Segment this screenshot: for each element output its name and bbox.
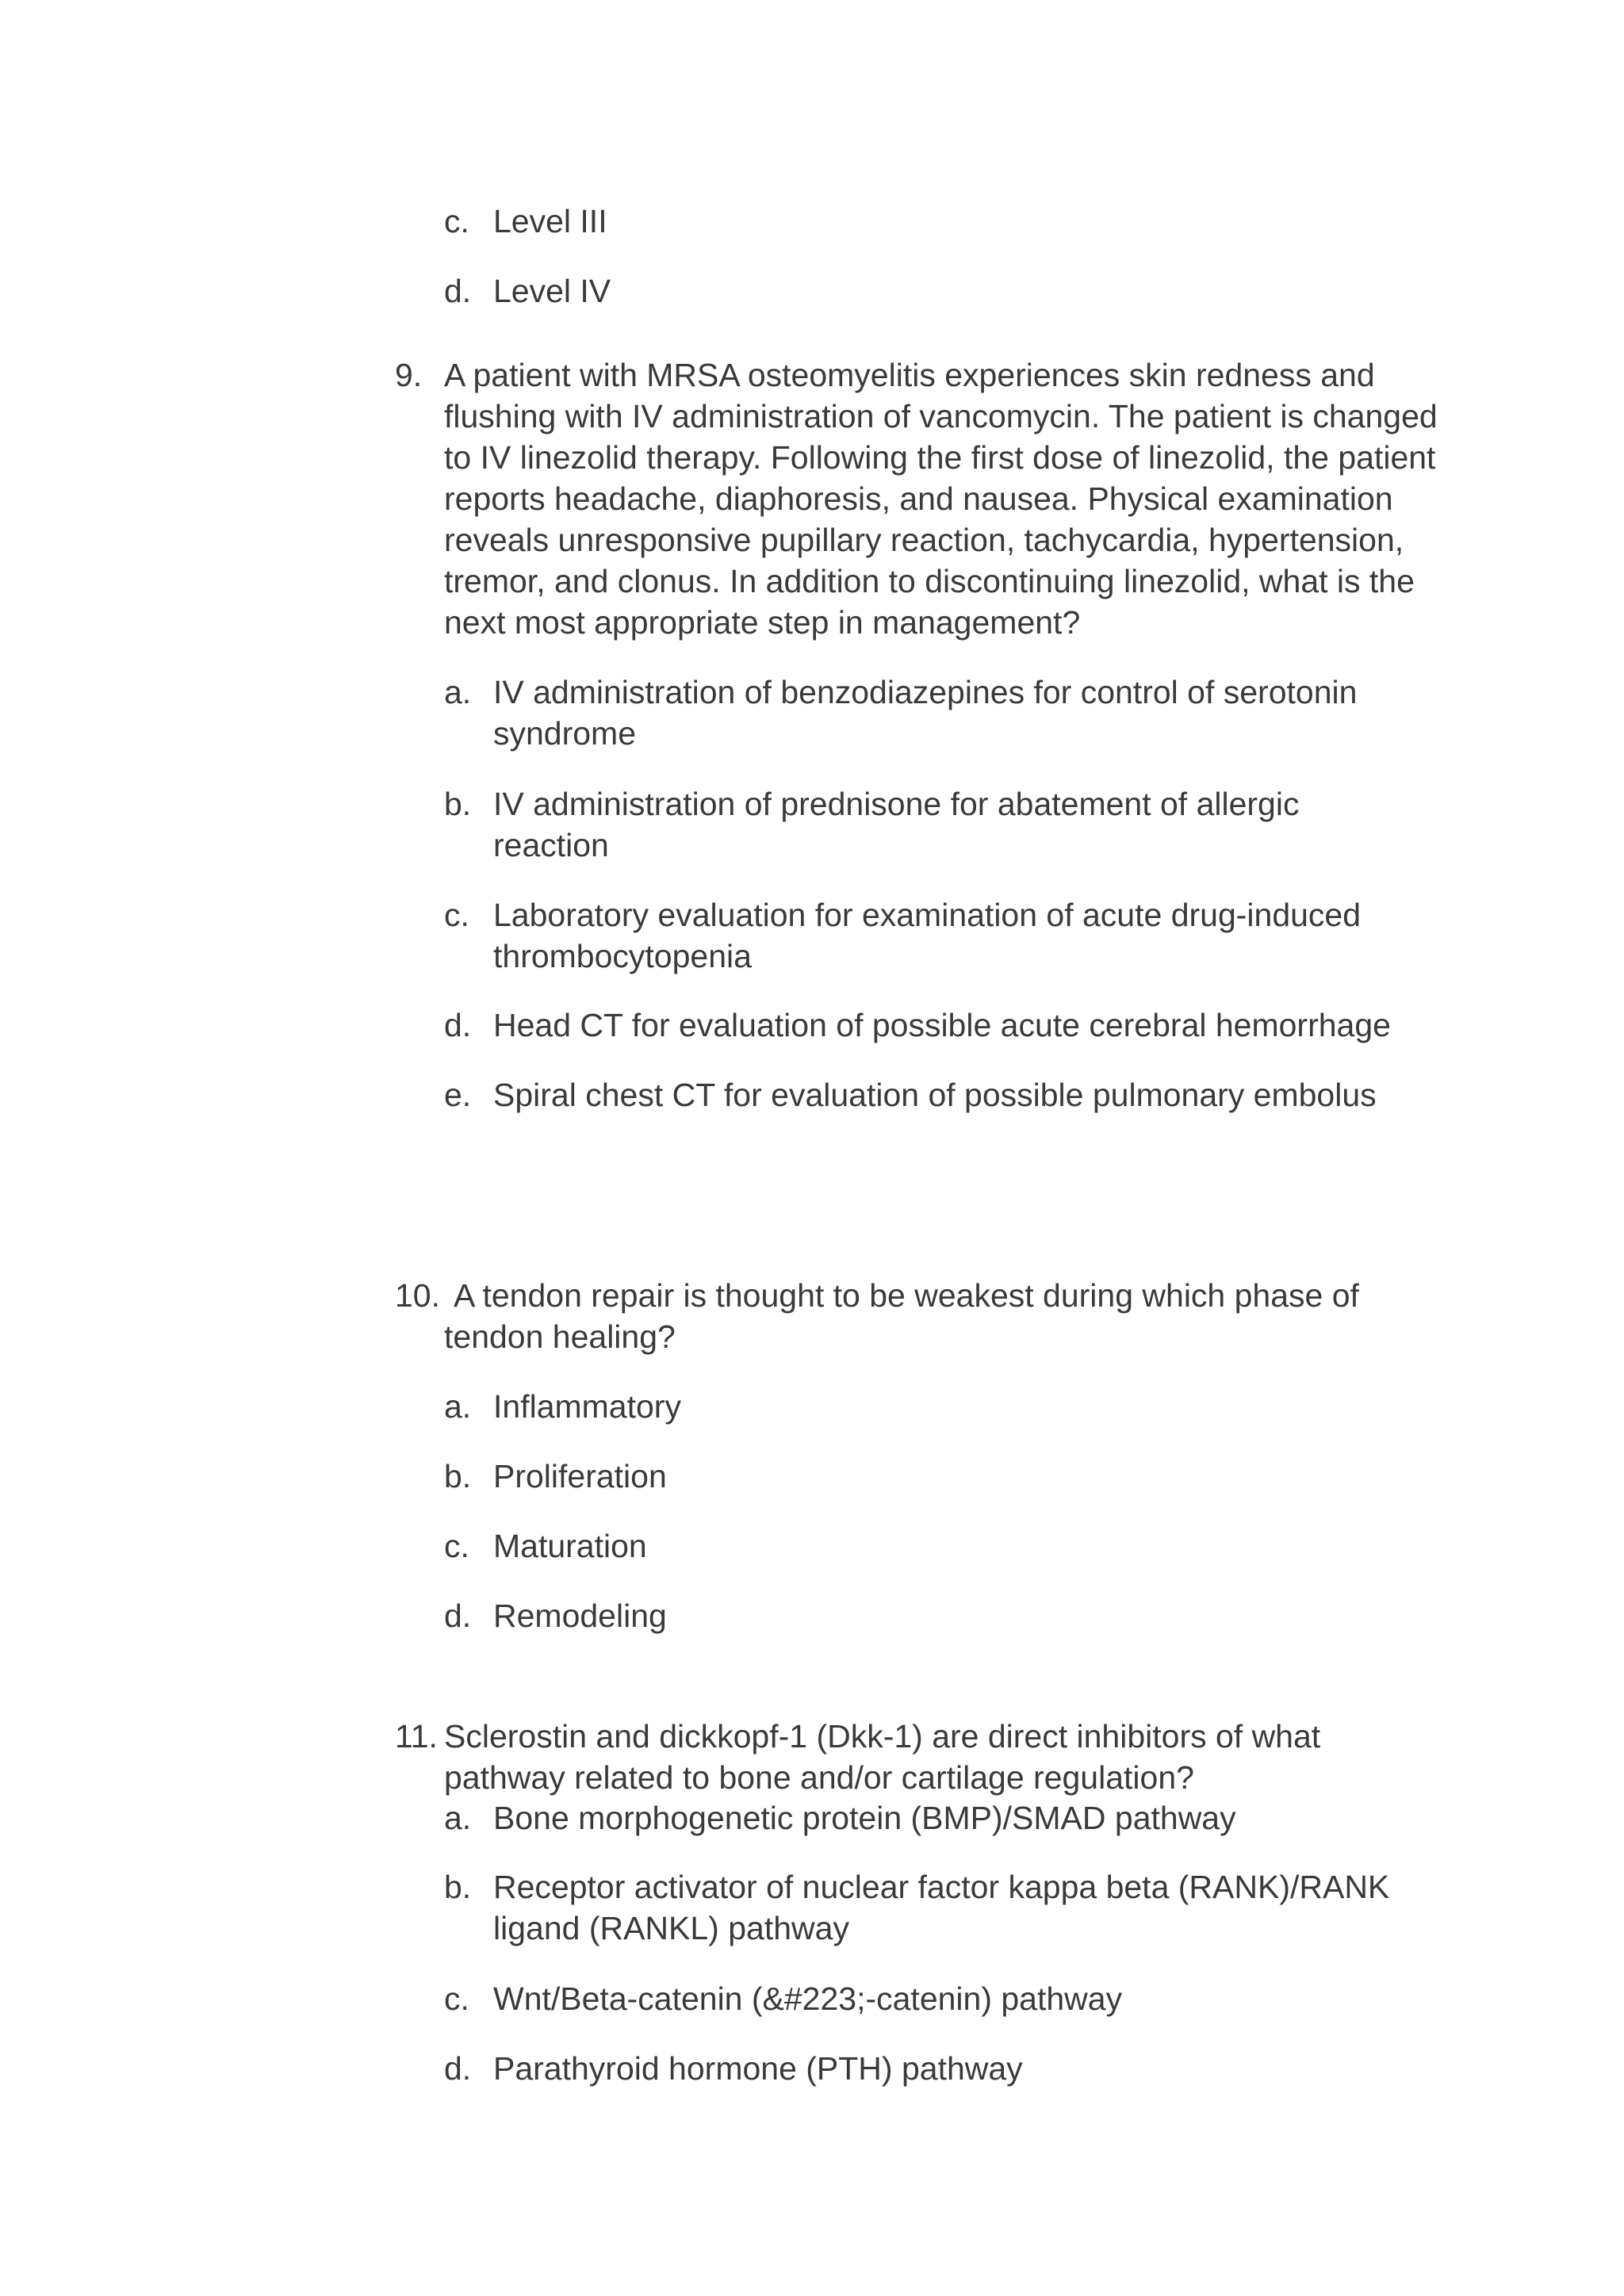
option-text: Receptor activator of nuclear factor kappa beta (RANK)/RANK ligand (RANKL) pathway: [493, 1869, 1390, 1946]
option-text: Level III: [493, 203, 607, 239]
answer-option: [444, 1978, 1419, 2019]
answer-option: [444, 783, 1419, 866]
option-text: Proliferation: [493, 1458, 667, 1494]
option-text: Parathyroid hormone (PTH) pathway: [493, 2050, 1023, 2087]
option-label: d.: [444, 1007, 472, 1043]
option-text: Bone morphogenetic protein (BMP)/SMAD pathway: [493, 1800, 1236, 1836]
question-text: A tendon repair is thought to be weakest during which phase of tendon healing?: [444, 1277, 1359, 1355]
question-11: [395, 1716, 1378, 1798]
question-number: 9.: [395, 357, 423, 393]
option-label: c.: [444, 897, 469, 933]
option-label: e.: [444, 1077, 472, 1113]
option-text: Maturation: [493, 1528, 647, 1564]
option-label: a.: [444, 674, 472, 710]
question-10: [395, 1275, 1402, 1357]
question-number: 10.: [395, 1277, 440, 1314]
answer-option: [444, 2048, 1419, 2089]
option-text: IV administration of benzodiazepines for control of serotonin syndrome: [493, 674, 1358, 752]
option-label: b.: [444, 786, 472, 822]
answer-option: [444, 1797, 1419, 1839]
option-label: c.: [444, 1528, 469, 1564]
answer-option: [444, 894, 1419, 977]
option-label: b.: [444, 1869, 472, 1905]
option-text: Wnt/Beta-catenin (&#223;-catenin) pathway: [493, 1980, 1123, 2017]
answer-option: [444, 1386, 1419, 1427]
answer-option: [444, 1595, 1419, 1636]
option-text: Head CT for evaluation of possible acute cerebral hemorrhage: [493, 1007, 1391, 1043]
option-label: c.: [444, 203, 469, 239]
option-label: d.: [444, 1598, 472, 1634]
option-label: b.: [444, 1458, 472, 1494]
answer-option: [444, 672, 1419, 754]
answer-option: [444, 270, 1419, 312]
option-text: Inflammatory: [493, 1388, 681, 1425]
option-label: a.: [444, 1388, 472, 1425]
question-text: A patient with MRSA osteomyelitis experiences skin redness and flushing with IV administration of vancomycin. The patient is changed to IV linezolid therapy. Following the first dose of linezolid, the patient reports headache, diaphoresis, and nausea. Physical examination reveals unresponsive pupillary reaction, tachycardia, hypertension, tremor, and clonus. In addition to discontinuing linezolid, what is the next most appropriate step in management?: [444, 357, 1438, 641]
answer-option: [444, 1456, 1419, 1497]
option-text: Remodeling: [493, 1598, 667, 1634]
option-label: d.: [444, 2050, 472, 2087]
answer-option: [444, 1866, 1427, 1949]
option-text: IV administration of prednisone for abatement of allergic reaction: [493, 786, 1300, 863]
answer-option: [444, 201, 1419, 242]
option-label: d.: [444, 273, 472, 309]
option-label: a.: [444, 1800, 472, 1836]
question-9: [395, 354, 1465, 643]
option-text: Laboratory evaluation for examination of acute drug-induced thrombocytopenia: [493, 897, 1362, 974]
answer-option: [444, 1525, 1419, 1567]
option-label: c.: [444, 1980, 469, 2017]
answer-option: [444, 1004, 1459, 1046]
option-text: Level IV: [493, 273, 611, 309]
option-text: Spiral chest CT for evaluation of possible pulmonary embolus: [493, 1077, 1377, 1113]
question-number: 11.: [395, 1718, 438, 1755]
answer-option: [444, 1074, 1459, 1115]
question-text: Sclerostin and dickkopf-1 (Dkk-1) are direct inhibitors of what pathway related to bone and/or cartilage regulation?: [444, 1718, 1321, 1796]
